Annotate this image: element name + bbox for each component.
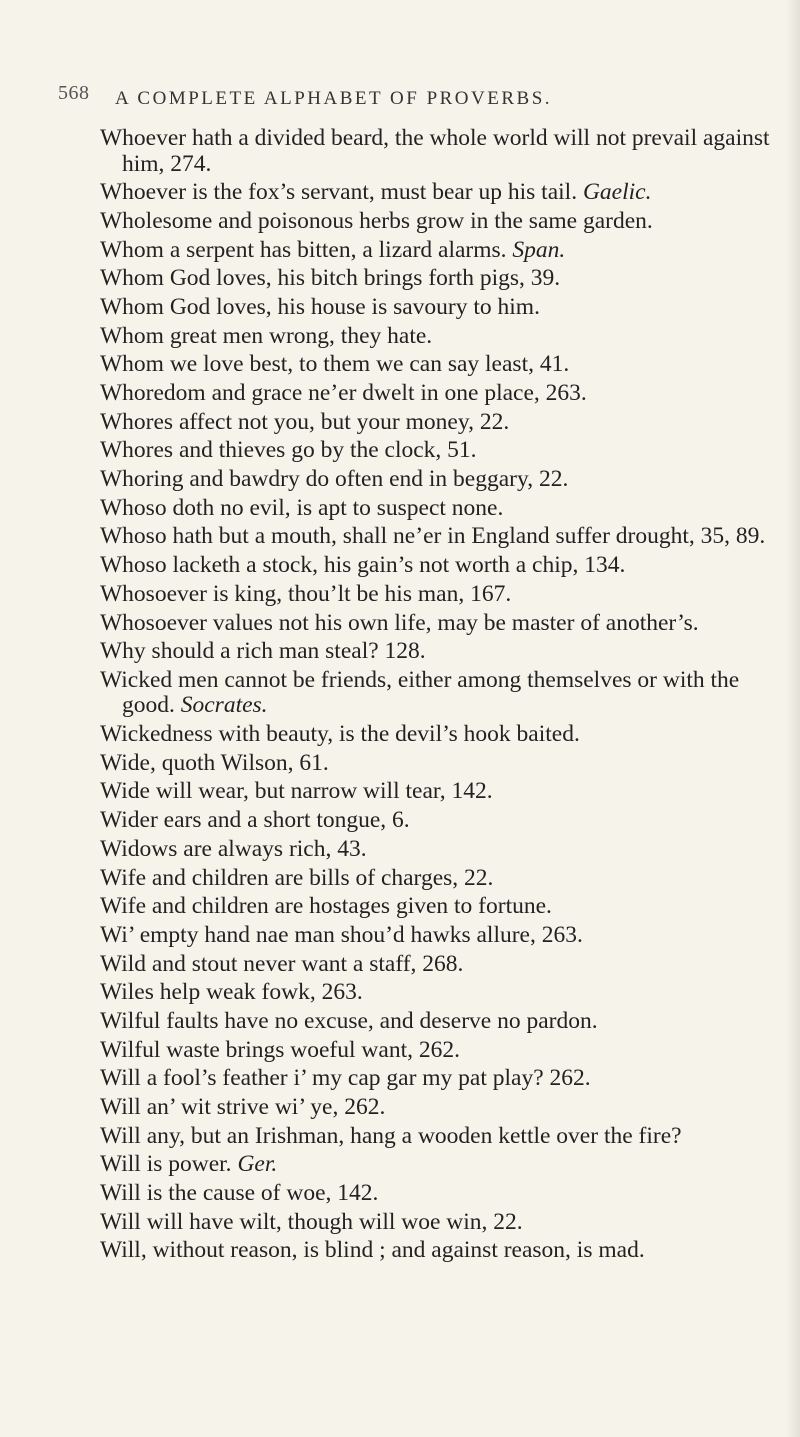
proverb-text: Will is power. [100,1151,232,1178]
proverb-entry [100,639,780,665]
proverb-text: Will, without reason, is blind ; and against reason, is mad. [100,1237,645,1264]
proverb-entry [100,611,780,637]
proverb-text: Will any, but an Irishman, hang a wooden kettle over the fire? [100,1122,682,1149]
proverb-entry [100,1181,780,1207]
proverb-entry [100,496,780,522]
proverb-text: Whoever is the fox’s servant, must bear up his tail. [100,179,578,206]
proverb-text: Why should a rich man steal? 128. [100,638,426,665]
proverb-text: Wilful waste brings woeful want, 262. [100,1036,460,1063]
page-edge-shadow [786,0,800,1437]
page-number: 568 [58,82,90,104]
proverb-text: Will will have wilt, though will woe win, 22. [100,1208,523,1235]
proverb-entry [100,1066,780,1092]
proverb-text: Whom God loves, his house is savoury to him. [100,293,540,320]
proverb-entry [100,866,780,892]
proverb-text: Whores affect not you, but your money, 22. [100,408,510,435]
proverb-entry [100,295,780,321]
proverb-text: Wife and children are hostages given to fortune. [100,893,552,920]
proverb-attribution: Socrates. [180,692,268,719]
proverb-entry [100,1009,780,1035]
proverb-entry [100,381,780,407]
proverb-entry [100,553,780,579]
proverb-text: Whom a serpent has bitten, a lizard alarms. [100,236,507,263]
proverb-text: Will an’ wit strive wi’ ye, 262. [100,1094,386,1120]
proverb-text: Wholesome and poisonous herbs grow in the same garden. [100,207,653,234]
proverb-text: Whoredom and grace ne’er dwelt in one place, 263. [100,380,587,406]
proverb-text: Wide will wear, but narrow will tear, 142. [100,778,493,805]
proverb-attribution: Gaelic. [582,179,652,206]
proverb-entry [100,1095,780,1121]
proverb-entry [100,980,780,1006]
proverb-text: Whosoever values not his own life, may be master of another’s. [100,609,699,636]
proverb-entry [100,582,780,608]
proverb-entry [100,837,780,863]
proverb-entry [100,952,780,978]
proverb-list [100,126,780,1267]
proverb-text: Will is the cause of woe, 142. [100,1180,379,1207]
proverb-text: Wide, quoth Wilson, 61. [100,749,329,776]
proverb-text: Wicked men cannot be friends, either among themselves or with the good. [100,666,740,719]
proverb-entry [100,438,780,464]
proverb-entry [100,668,780,719]
proverb-text: Wilful faults have no excuse, and deserve no pardon. [100,1007,598,1034]
proverb-text: Whoso doth no evil, is apt to suspect none. [100,494,504,521]
proverb-entry [100,410,780,436]
proverb-text: Wife and children are bills of charges, 22. [100,864,494,891]
proverb-entry [100,126,780,177]
proverb-text: Wild and stout never want a staff, 268. [100,950,464,977]
proverb-entry [100,324,780,350]
proverb-text: Whores and thieves go by the clock, 51. [100,437,477,464]
proverb-entry [100,894,780,920]
proverb-entry [100,266,780,292]
proverb-text: Will a fool’s feather i’ my cap gar my pat play? 262. [100,1065,591,1092]
proverb-entry [100,779,780,805]
proverb-entry [100,352,780,378]
proverb-text: Whoring and bawdry do often end in beggary, 22. [100,466,569,493]
proverb-entry [100,923,780,949]
proverb-text: Widows are always rich, 43. [100,835,367,862]
proverb-entry [100,467,780,493]
running-head: A COMPLETE ALPHABET OF PROVERBS. [115,88,553,109]
proverb-entry [100,1238,780,1264]
proverb-attribution: Ger. [237,1151,278,1178]
proverb-entry [100,1124,780,1150]
proverb-entry [100,238,780,264]
proverb-entry [100,751,780,777]
proverb-text: Whom God loves, his bitch brings forth pigs, 39. [100,265,561,292]
proverb-text: Whom we love best, to them we can say least, 41. [100,351,570,378]
proverb-text: Wiles help weak fowk, 263. [100,979,363,1006]
proverb-text: Wickedness with beauty, is the devil’s hook baited. [100,721,580,748]
proverb-text: Wi’ empty hand nae man shou’d hawks allure, 263. [100,921,583,948]
proverb-entry [100,1152,780,1178]
proverb-text: Whoever hath a divided beard, the whole world will not prevail against him, 274. [100,125,770,177]
proverb-entry [100,180,780,206]
proverb-text: Whoso hath but a mouth, shall ne’er in England suffer drought, 35, 89. [100,523,766,550]
proverb-entry [100,1038,780,1064]
proverb-text: Whom great men wrong, they hate. [100,322,433,349]
proverb-entry [100,524,780,550]
proverb-entry [100,722,780,748]
proverb-text: Wider ears and a short tongue, 6. [100,807,410,834]
proverb-text: Whosoever is king, thou’lt be his man, 167. [100,580,512,607]
proverb-entry [100,209,780,235]
proverb-attribution: Span. [512,236,566,263]
proverb-entry [100,1210,780,1236]
proverb-entry [100,808,780,834]
proverb-text: Whoso lacketh a stock, his gain’s not worth a chip, 134. [100,552,626,579]
